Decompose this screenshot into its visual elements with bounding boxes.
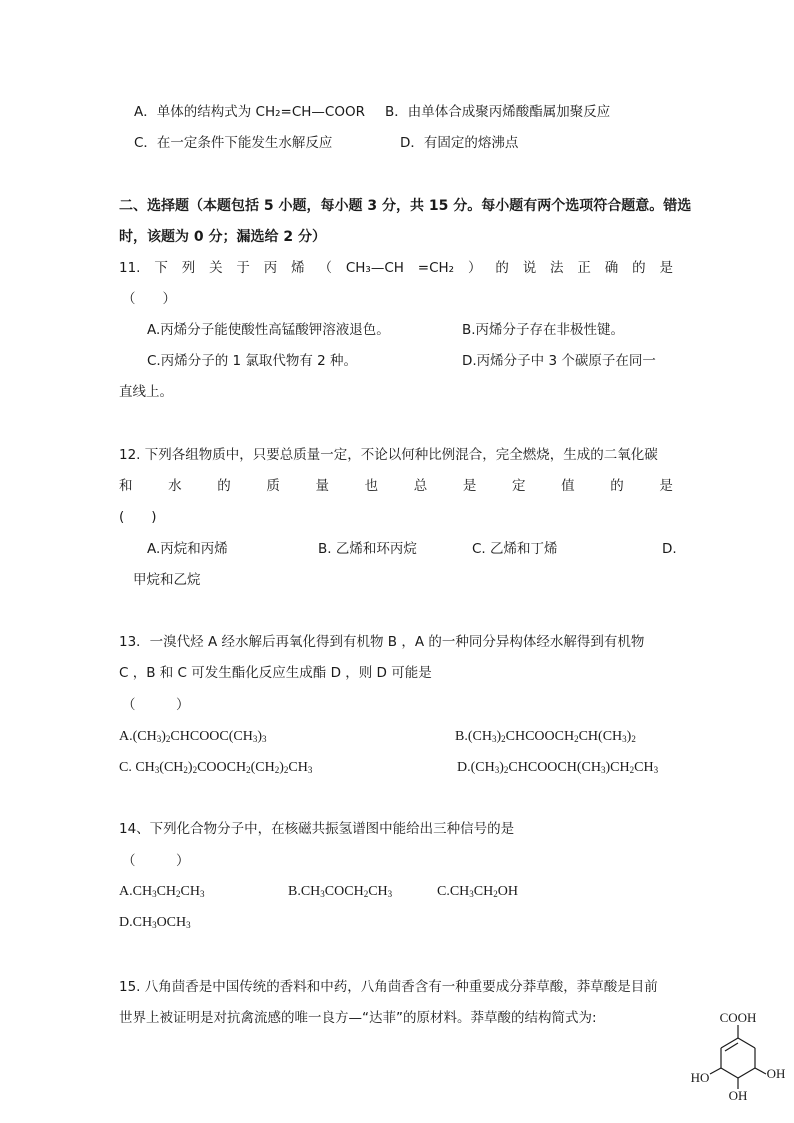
q14-option-c: $C.CH_3CH_2OH$ — [437, 884, 518, 899]
q12-word: 的 — [217, 478, 231, 494]
q12-word: 总 — [413, 478, 428, 494]
q11-word: 说 — [522, 260, 537, 276]
q11-word: CH₃—CH — [345, 260, 404, 276]
q12-option-b: B. 乙烯和环丙烷 — [318, 541, 417, 557]
q12-answer-paren: ( ) — [119, 509, 157, 525]
oh-bond-left — [710, 1068, 721, 1074]
oh-bond-right — [755, 1068, 766, 1074]
q13-stem-line2: C ，B 和 C 可发生酯化反应生成酯 D ，则 D 可能是 — [119, 665, 432, 681]
q13-option-c: C. $CH_3(CH_2)_2COOCH_2(CH_2)_2CH_3$ — [119, 760, 313, 775]
prev-option-c: C．在一定条件下能发生水解反应 — [134, 135, 333, 151]
q11-word: 正 — [577, 260, 591, 276]
q13-option-d: $D.(CH_3)_2CHCOOCH(CH_3)CH_2CH_3$ — [457, 760, 659, 775]
q11-stem — [119, 258, 673, 278]
ring-bond — [721, 1038, 738, 1048]
prev-option-a: A．单体的结构式为 CH₂=CH—COOR — [134, 104, 365, 120]
q11-option-d-cont: 直线上。 — [119, 384, 173, 400]
q12-option-c: C. 乙烯和丁烯 — [472, 541, 558, 557]
q13-option-a: $A.(CH_3)_2CHCOOC(CH_3)_3$ — [119, 729, 267, 744]
q12-stem-line1: 12. 下列各组物质中，只要总质量一定，不论以何种比例混合，完全燃烧，生成的二氧化碳 — [119, 447, 658, 463]
q11-word: ） — [467, 260, 482, 276]
cooh-label: COOH — [719, 1010, 757, 1025]
q12-option-d: D. — [662, 541, 677, 557]
q15-stem-line1: 15. 八角茴香是中国传统的香料和中药，八角茴香含有一种重要成分莽草酸，莽草酸是目前 — [119, 979, 658, 995]
q11-word: 列 — [181, 260, 196, 276]
q11-word: 于 — [236, 260, 250, 276]
section-header-line2: 时，该题为 0 分；漏选给 2 分） — [119, 229, 326, 245]
q11-word: 丙 — [263, 260, 278, 276]
q12-word: 也 — [364, 478, 379, 494]
q11-answer-paren: （ ） — [122, 291, 176, 307]
prev-option-b: B．由单体合成聚丙烯酸酯属加聚反应 — [385, 104, 611, 120]
q11-option-d: D.丙烯分子中 3 个碳原子在同一 — [462, 353, 656, 369]
q11-word: （ — [318, 260, 332, 276]
q11-option-a: A.丙烯分子能使酸性高锰酸钾溶液退色。 — [147, 322, 390, 338]
q12-word: 定 — [512, 478, 526, 494]
q11-word: 确 — [604, 260, 619, 276]
q14-answer-paren: （ ） — [122, 853, 190, 869]
q11-word: 关 — [209, 260, 223, 276]
ring-bond — [721, 1068, 738, 1078]
q12-stem-line2 — [119, 476, 673, 496]
q12-word: 量 — [315, 478, 329, 494]
q11-word: 法 — [550, 260, 564, 276]
q11-word: 的 — [495, 260, 509, 276]
q13-answer-paren: （ ） — [122, 697, 190, 713]
q12-word: 是 — [659, 478, 673, 494]
q12-word: 是 — [462, 478, 477, 494]
ring-bonds — [710, 1025, 766, 1089]
q14-stem-line1: 14、下列化合物分子中，在核磁共振氢谱图中能给出三种信号的是 — [119, 821, 515, 837]
q11-option-c: C.丙烯分子的 1 氯取代物有 2 种。 — [147, 353, 358, 369]
shikimic-acid-structure — [688, 1008, 788, 1113]
q14-option-d: $D.CH_3OCH_3$ — [119, 915, 191, 930]
q12-option-d-cont: 甲烷和乙烷 — [133, 572, 201, 588]
q11-word: 的 — [632, 260, 646, 276]
q11-word: 下 — [154, 260, 168, 276]
ring-bond — [738, 1068, 755, 1078]
q12-word: 的 — [610, 478, 624, 494]
q11-word: 烯 — [291, 260, 305, 276]
q15-stem-line2: 世界上被证明是对抗禽流感的唯一良方—“达菲”的原材料。莽草酸的结构简式为: — [119, 1010, 597, 1026]
q12-word: 水 — [168, 478, 182, 494]
q11-word: =CH₂ — [417, 260, 455, 276]
q14-option-a: $A.CH_3CH_2CH_3$ — [119, 884, 205, 899]
prev-option-d: D．有固定的熔沸点 — [400, 135, 519, 151]
q12-word: 和 — [119, 478, 133, 494]
q11-word: 11. — [119, 260, 141, 276]
q12-word: 值 — [561, 478, 575, 494]
ring-bond — [738, 1038, 755, 1048]
q13-option-b: $B.(CH_3)_2CHCOOCH_2CH(CH_3)_2$ — [455, 729, 636, 744]
q12-word: 质 — [266, 478, 280, 494]
ho-label-left: HO — [690, 1070, 710, 1085]
section-header-line1: 二、选择题（本题包括 5 小题，每小题 3 分，共 15 分。每小题有两个选项符合题意。错选 — [119, 198, 692, 214]
q14-option-b: $B.CH_3COCH_2CH_3$ — [288, 884, 393, 899]
q11-word: 是 — [659, 260, 673, 276]
q11-option-b: B.丙烯分子存在非极性键。 — [462, 322, 625, 338]
oh-label-bottom: OH — [728, 1088, 748, 1103]
q13-stem-line1: 13．一溴代烃 A 经水解后再氧化得到有机物 B ，A 的一种同分异构体经水解得到有机物 — [119, 634, 645, 650]
oh-label-right: OH — [766, 1066, 786, 1081]
q12-option-a: A.丙烷和丙烯 — [147, 541, 228, 557]
